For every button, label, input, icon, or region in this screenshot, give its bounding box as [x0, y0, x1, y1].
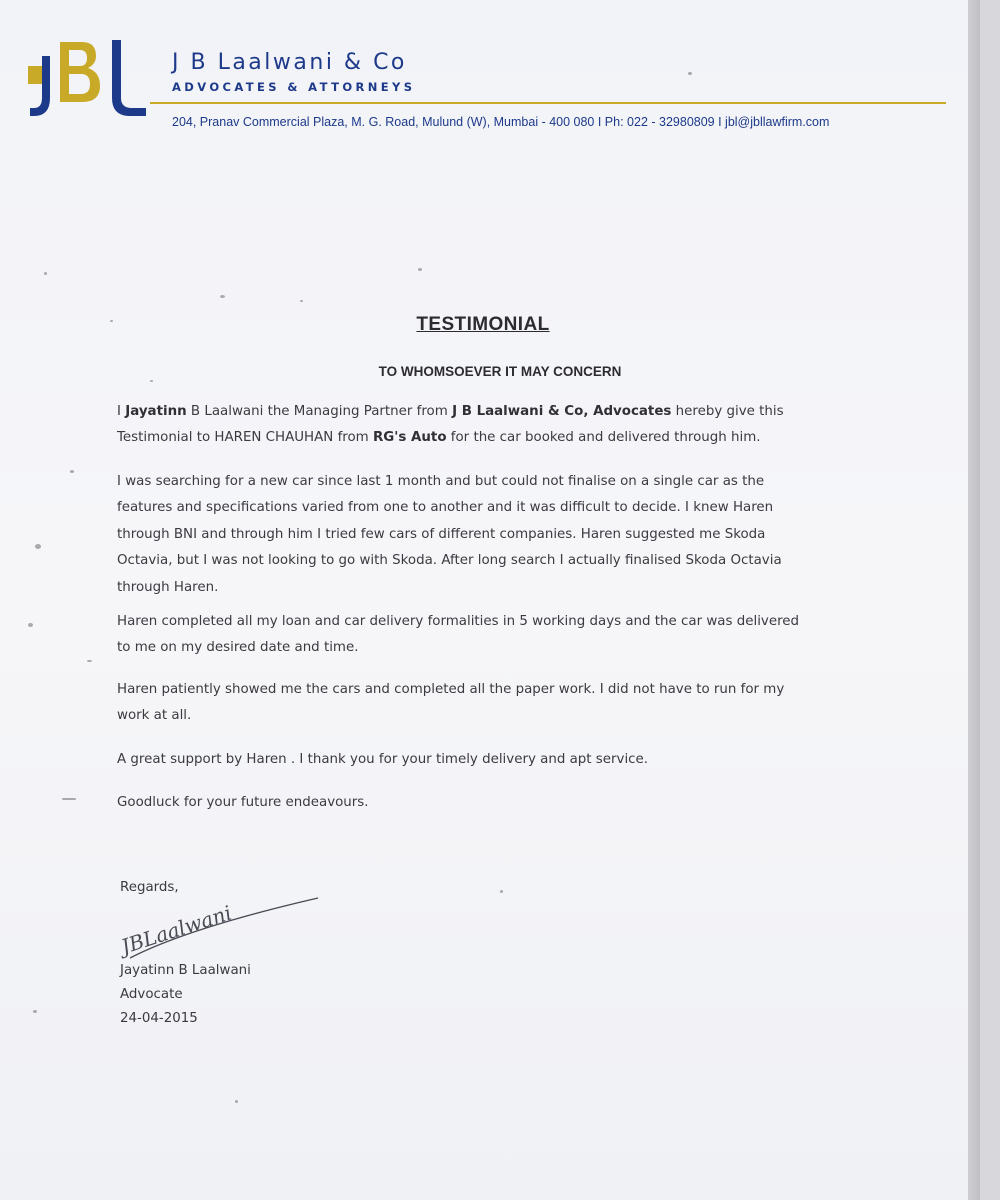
- page-edge: [968, 0, 980, 1200]
- paragraph-delivery: [117, 609, 857, 662]
- firm-tagline: ADVOCATES & ATTORNEYS: [172, 80, 416, 94]
- paragraph-line: through Haren.: [117, 579, 219, 595]
- company-reference: RG's Auto: [372, 430, 447, 446]
- scan-speck: [150, 380, 153, 382]
- paragraph-line: to me on my desired date and time.: [117, 640, 359, 656]
- paragraph-line: Octavia, but I was not looking to go with Skoda. After long search I actually finalised Skoda Octavia: [117, 553, 782, 569]
- text-fragment: hereby give this: [671, 404, 784, 419]
- text-fragment: Testimonial to HAREN CHAUHAN from: [117, 430, 373, 446]
- firm-logo: [24, 36, 154, 122]
- paragraph-line: Goodluck for your future endeavours.: [117, 795, 369, 810]
- scan-speck: [300, 300, 303, 302]
- scan-speck: [235, 1100, 238, 1103]
- signature-text: JBLaalwani: [118, 900, 235, 959]
- text-fragment: I: [117, 404, 126, 419]
- letter-date: 24-04-2015: [120, 1011, 198, 1026]
- paragraph-line: Haren patiently showed me the cars and completed all the paper work. I did not have to run for my: [117, 682, 785, 697]
- paragraph-line: I was searching for a new car since last 1 month and but could not finalise on a single car as the: [117, 474, 765, 489]
- scan-speck: [70, 470, 74, 473]
- scan-speck: [62, 798, 76, 800]
- scan-speck: [418, 268, 422, 271]
- paragraph-line: A great support by Haren . I thank you for your timely delivery and apt service.: [117, 752, 649, 767]
- paragraph-intro: [117, 399, 857, 452]
- scan-speck: [35, 544, 41, 549]
- paragraph-search: [117, 469, 857, 601]
- closing: Regards,: [120, 880, 179, 895]
- scan-speck: [688, 72, 692, 75]
- paragraph-paperwork: [117, 677, 857, 730]
- paragraph-line: work at all.: [117, 708, 192, 724]
- scan-speck: [28, 623, 33, 627]
- scan-speck: [87, 660, 92, 662]
- handwritten-signature: [118, 888, 338, 968]
- scan-speck: [220, 295, 225, 298]
- paragraph-line: features and specifications varied from one to another and it was difficult to decide. I knew Haren: [117, 500, 774, 516]
- paragraph-line: Haren completed all my loan and car delivery formalities in 5 working days and the car was delivered: [117, 614, 800, 629]
- paragraph-line: through BNI and through him I tried few cars of different companies. Haren suggested me Skoda: [117, 526, 766, 542]
- scan-speck: [500, 890, 503, 893]
- signatory-title: Advocate: [120, 987, 183, 1002]
- text-fragment: for the car booked and delivered through him.: [446, 430, 761, 446]
- signatory-name: Jayatinn B Laalwani: [120, 963, 251, 978]
- firm-address: 204, Pranav Commercial Plaza, M. G. Road, Mulund (W), Mumbai - 400 080 I Ph: 022 - 32980809 I jbl@jbllawfirm.com: [172, 115, 830, 129]
- document-title: TESTIMONIAL: [416, 314, 550, 335]
- paragraph-thanks: [117, 747, 857, 773]
- author-name: Jayatinn: [125, 404, 187, 419]
- firm-reference: J B Laalwani & Co, Advocates: [452, 404, 672, 419]
- scan-speck: [33, 1010, 37, 1013]
- text-fragment: B Laalwani the Managing Partner from: [186, 404, 453, 419]
- letterhead-divider: [150, 102, 946, 104]
- paragraph-wishes: [117, 790, 857, 816]
- scan-speck: [44, 272, 47, 275]
- salutation: TO WHOMSOEVER IT MAY CONCERN: [378, 364, 622, 379]
- firm-name: J B Laalwani & Co: [172, 50, 407, 75]
